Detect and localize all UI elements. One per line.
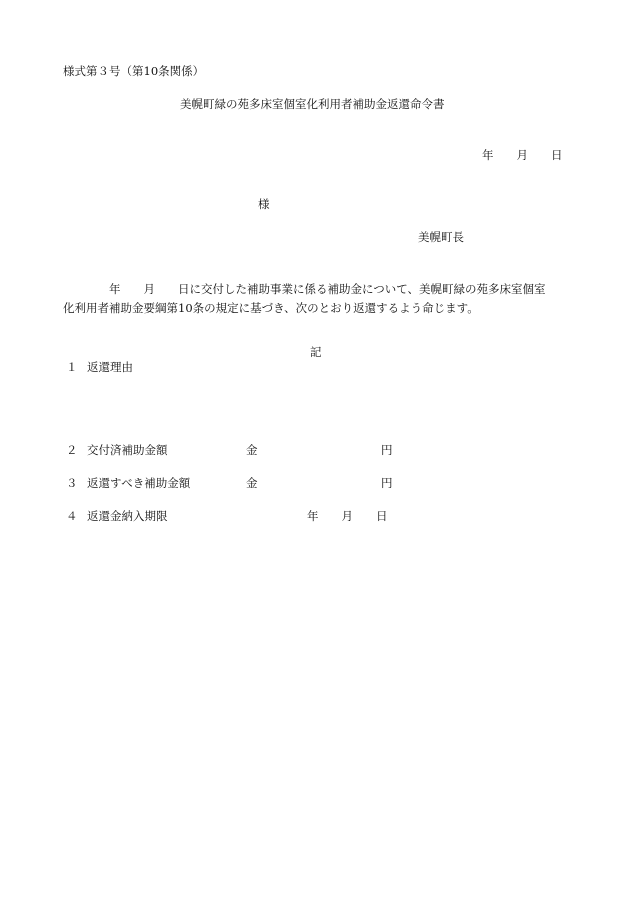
form-number: 様式第３号（第10条関係） [63, 64, 205, 78]
amount-prefix: 金 [246, 476, 258, 490]
order-body-text [63, 280, 575, 318]
item-number: ２ [66, 443, 78, 457]
item-return-reason [66, 360, 133, 408]
item-label: 交付済補助金額 [87, 443, 168, 457]
amount-unit: 円 [381, 476, 393, 490]
issuer-name: 美幌町長 [418, 230, 464, 244]
recipient-honorific: 様 [258, 197, 270, 211]
amount-unit: 円 [381, 443, 393, 457]
amount-prefix: 金 [246, 443, 258, 457]
issue-date-line: 年 月 日 [482, 148, 563, 162]
item-number: ３ [66, 476, 78, 490]
item-payment-deadline [66, 509, 388, 569]
body-line-2: 化利用者補助金要綱第10条の規定に基づき、次のとおり返還するよう命じます。 [63, 301, 479, 315]
document-title: 美幌町緑の苑多床室個室化利用者補助金返還命令書 [180, 97, 445, 111]
record-mark: 記 [310, 345, 322, 359]
item-number: １ [66, 360, 78, 374]
deadline-date-line: 年 月 日 [307, 509, 388, 523]
item-label: 返還金納入期限 [87, 509, 168, 523]
item-label: 返還すべき補助金額 [87, 476, 191, 490]
item-label: 返還理由 [87, 360, 133, 374]
body-line-1: 年 月 日に交付した補助事業に係る補助金について、美幌町緑の苑多床室個室 [63, 282, 546, 296]
item-number: ４ [66, 509, 78, 523]
